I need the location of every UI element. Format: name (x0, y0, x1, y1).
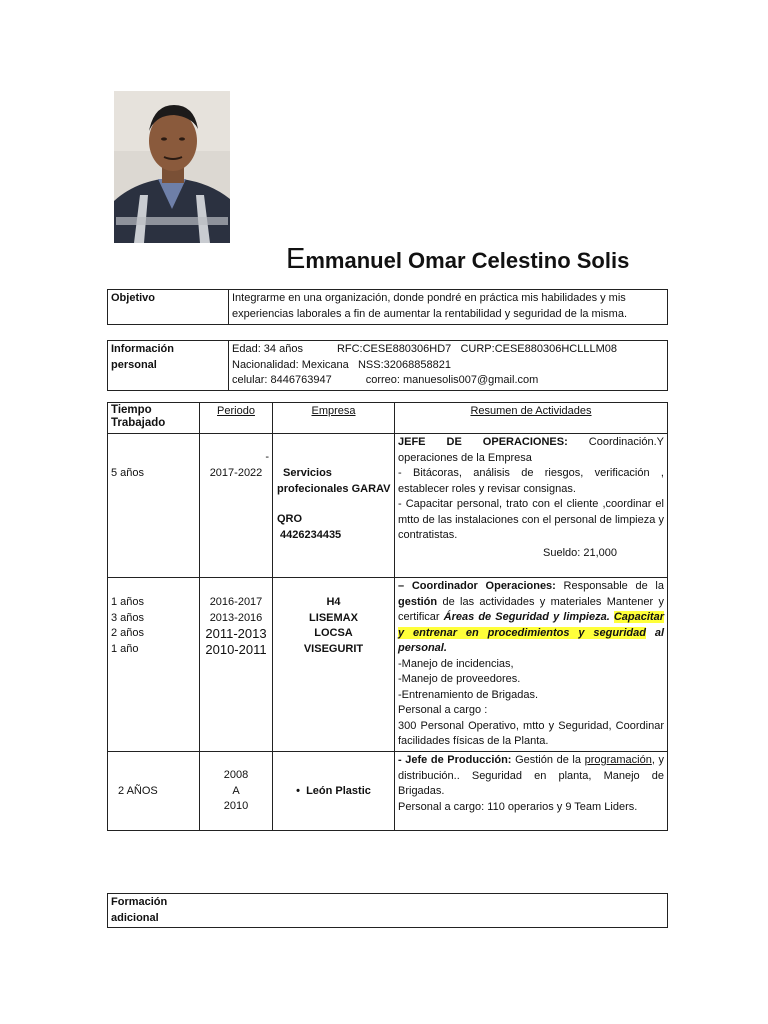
row3-periodo-2: A (232, 784, 240, 797)
header-tiempo-2: Trabajado (111, 417, 166, 429)
row2-highlight: Capacitar y entrenar en procedimientos y seguridad (398, 611, 664, 639)
personal-info-table (107, 340, 668, 391)
row3-tiempo (108, 752, 200, 831)
personal-info-label (108, 341, 229, 391)
personal-line-3 (232, 373, 664, 389)
personal-line-1 (232, 342, 664, 358)
row3-periodo-1: 2008 (223, 769, 249, 781)
row2-item-3: -Entrenamiento de Brigadas. (398, 688, 539, 701)
row1-empresa-2: profecionales GARAV (277, 482, 391, 495)
personal-label-1: Información (111, 343, 174, 355)
row2-line-1a: Responsable de la (555, 580, 664, 592)
formacion-label-1: Formación (111, 896, 168, 908)
row3-empresa (273, 752, 395, 831)
row1-line-2: - Bitácoras, análisis de riesgos, verificación , establecer roles y revisar consignas. (398, 467, 664, 495)
row2-empresa-2: LISEMAX (309, 611, 358, 624)
header-tiempo-1: Tiempo (111, 404, 152, 416)
row2-periodo-2: 2013-2016 (209, 611, 263, 624)
curp: CURP:CESE880306HCLLLM08 (460, 343, 617, 355)
row3-title: - Jefe de Producción: (398, 754, 512, 766)
row1-resumen (395, 434, 668, 578)
row1-periodo-text: 2017-2022 (209, 466, 263, 479)
row2-empresa-3: LOCSA (314, 627, 353, 639)
row2-item-1: -Manejo de incidencias, (398, 657, 514, 670)
email: correo: manuesolis007@gmail.com (365, 374, 539, 386)
row3-periodo (200, 752, 273, 831)
name-rest: mmanuel Omar Celestino Solis (305, 248, 630, 273)
row2-empresa (273, 578, 395, 752)
header-periodo: Periodo (200, 403, 273, 434)
row2-periodo-3: 2011-2013 (205, 626, 267, 641)
objective-text: Integrarme en una organización, donde pondré en práctica mis habilidades y mis experiencias laborales a fin de aumentar la rentabilidad y seguridad de la misma. (229, 290, 668, 325)
row2-tiempo-1: 1 años (111, 596, 145, 608)
nationality: Nacionalidad: Mexicana (232, 358, 349, 371)
row1-resumen-1 (398, 435, 664, 466)
row2-periodo-1: 2016-2017 (209, 596, 263, 608)
row3-resumen (395, 752, 668, 831)
row2-resumen-1 (398, 579, 664, 657)
objective-label: Objetivo (108, 290, 229, 325)
row2-line-1c: de las actividades y materiales Mantener y certificar (398, 595, 664, 623)
row1-dash: - (265, 451, 269, 463)
row1-empresa-3: QRO (277, 513, 303, 525)
formacion-table (107, 893, 668, 928)
row2-personal-label: Personal a cargo : (398, 704, 488, 716)
row2-line-1b: gestión (398, 595, 438, 608)
personal-line-2 (232, 358, 664, 374)
experience-row-3 (108, 752, 668, 831)
bullet-icon: • (296, 785, 307, 797)
row2-tiempo (108, 578, 200, 752)
nss: NSS:32068858821 (357, 358, 451, 371)
row2-personal-text: 300 Personal Operativo, mtto y Seguridad, Coordinar facilidades físicas de la Planta. (398, 719, 664, 747)
name-initial: E (286, 243, 306, 275)
formacion-label (108, 894, 668, 928)
row3-empresa-text: León Plastic (306, 785, 371, 797)
row3-periodo-3: 2010 (223, 800, 249, 812)
experience-header-row (108, 403, 668, 434)
row2-empresa-4: VISEGURIT (303, 642, 364, 655)
row2-periodo-4: 2010-2011 (205, 641, 267, 657)
rfc: RFC:CESE880306HD7 (336, 343, 452, 355)
row2-empresa-1: H4 (326, 596, 341, 608)
row3-personal: Personal a cargo: 110 operarios y 9 Team Liders. (398, 800, 638, 813)
row1-empresa (273, 434, 395, 578)
row3-tiempo-text: 2 AÑOS (118, 785, 158, 797)
phone: celular: 8446763947 (232, 374, 332, 386)
row2-highlight-tail: al personal. (398, 626, 665, 654)
header-empresa: Empresa (273, 403, 395, 434)
row2-tiempo-2: 3 años (111, 611, 145, 624)
row1-line-1: Coordinación.Y operaciones de la Empresa (398, 436, 664, 464)
row1-tiempo (108, 434, 200, 578)
personal-label-2: personal (111, 358, 157, 371)
row2-tiempo-4: 1 año (111, 642, 139, 655)
row3-line-1b: programación (584, 754, 652, 766)
row1-periodo (200, 434, 273, 578)
header-resumen: Resumen de Actividades (395, 403, 668, 434)
row2-item-2: -Manejo de proveedores. (398, 673, 521, 685)
row2-title: – Coordinador Operaciones: (398, 580, 556, 592)
row2-tiempo-3: 2 años (111, 627, 145, 639)
row3-line-1c: , y distribución.. Seguridad en planta, Manejo de Brigadas. (398, 754, 664, 797)
row1-empresa-4: 4426234435 (280, 528, 342, 541)
row2-line-1d: Áreas de Seguridad y limpieza. (443, 611, 610, 623)
row1-line-3: - Capacitar personal, trato con el cliente ,coordinar el mtto de las instalaciones con el personal de limpieza y contratistas. (398, 498, 664, 541)
row1-sueldo: Sueldo: 21,000 (543, 546, 618, 559)
profile-photo (114, 91, 230, 243)
experience-row-2 (108, 578, 668, 752)
experience-table (107, 402, 668, 831)
row2-resumen (395, 578, 668, 752)
objective-table (107, 289, 668, 325)
row3-resumen-1 (398, 753, 664, 800)
candidate-name (286, 243, 629, 276)
row1-empresa-1: Servicios (283, 467, 332, 479)
experience-row-1 (108, 434, 668, 578)
age: Edad: 34 años (232, 343, 303, 355)
row1-title: JEFE DE OPERACIONES: (398, 436, 568, 448)
formacion-label-2: adicional (111, 911, 159, 924)
row2-periodo (200, 578, 273, 752)
personal-info-values (229, 341, 668, 391)
row3-line-1a: Gestión de la (511, 754, 585, 766)
row1-tiempo-text: 5 años (111, 467, 145, 479)
header-tiempo (108, 403, 200, 434)
